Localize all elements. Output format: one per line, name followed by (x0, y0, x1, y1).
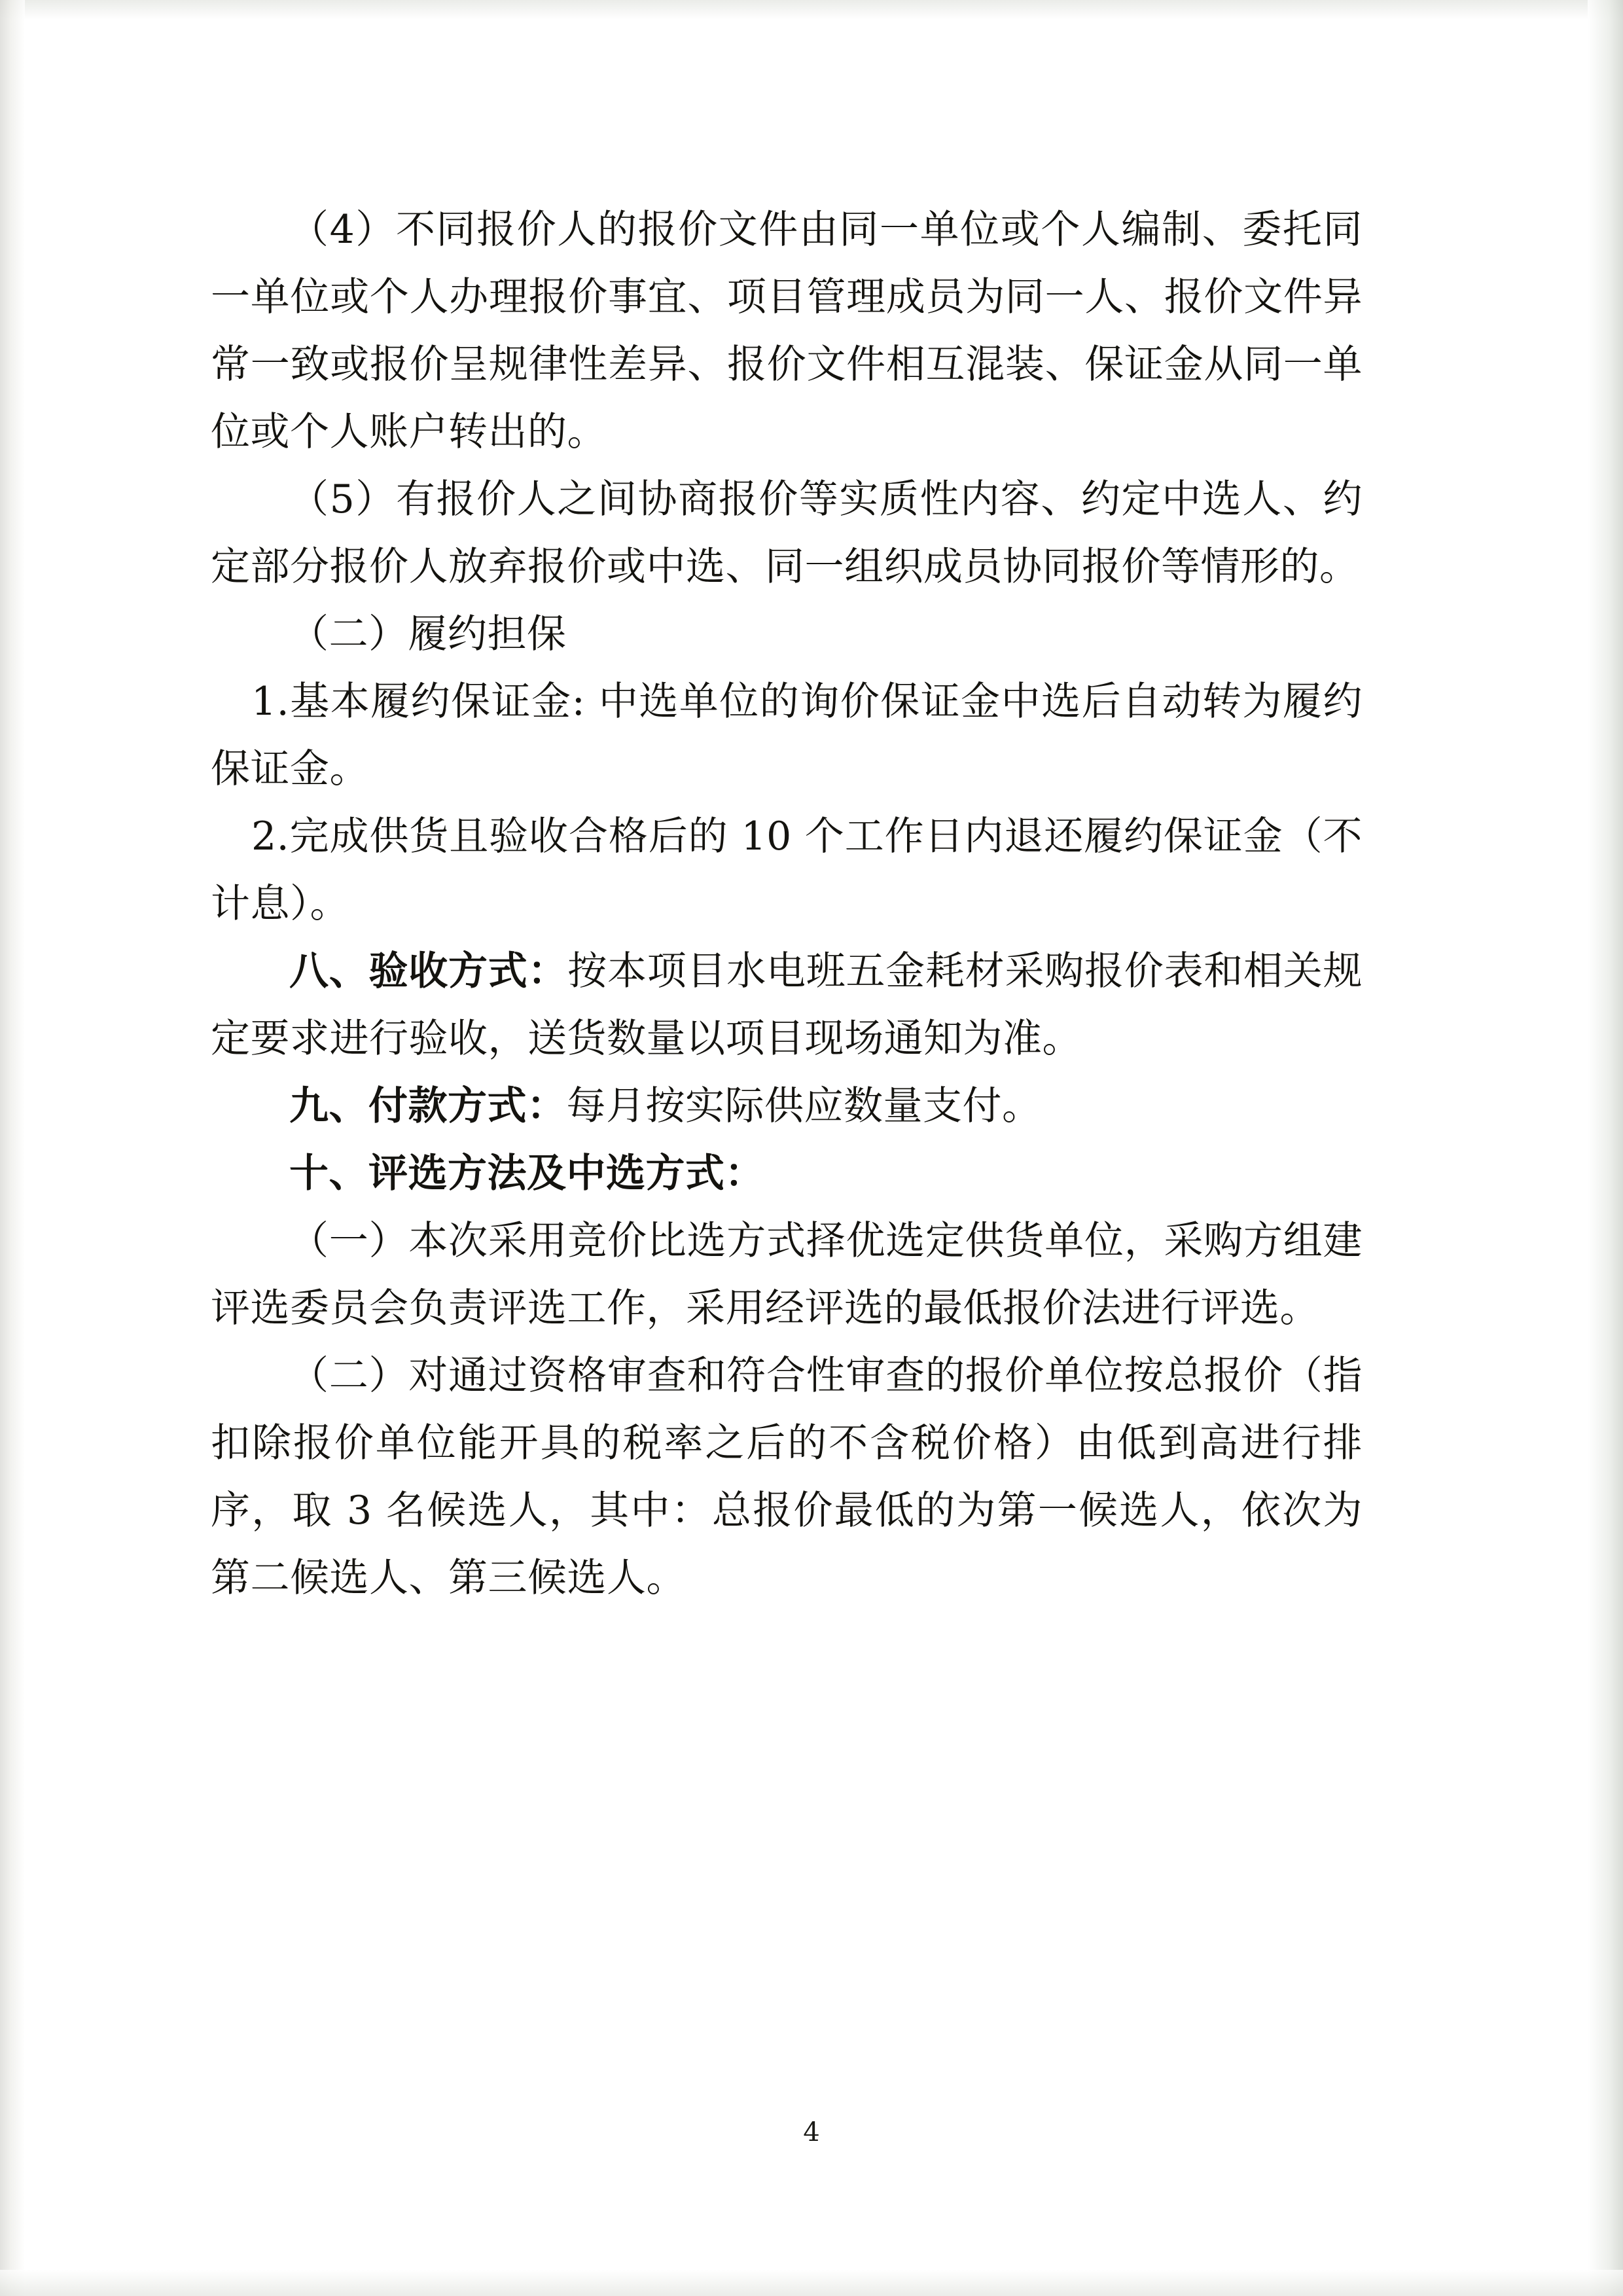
paragraph-guarantee-refund: 2.完成供货且验收合格后的 10 个工作日内退还履约保证金（不计息）。 (211, 814, 1363, 927)
paragraph-item-4-collusion: （4）不同报价人的报价文件由同一单位或个人编制、委托同一单位或个人办理报价事宜、项目管理成员为同一人、报价文件异常一致或报价呈规律性差异、报价文件相互混装、保证金从同一单位或个人账户转出的。 (211, 207, 1363, 455)
paragraph-section-eight-acceptance: 八、验收方式：按本项目水电班五金耗材采购报价表和相关规定要求进行验收，送货数量以项目现场通知为准。 (211, 948, 1363, 1062)
heading-section-ten: 十、评选方法及中选方式： (289, 1151, 764, 1196)
scan-edge-right (1588, 0, 1623, 2296)
paragraph-basic-guarantee: 1.基本履约保证金: 中选单位的询价保证金中选后自动转为履约保证金。 (211, 679, 1363, 792)
paragraph-section-nine-payment: 九、付款方式：每月按实际供应数量支付。 (289, 1083, 1042, 1129)
paragraph-section-ten-one: （一）本次采用竞价比选方式择优选定供货单位，采购方组建评选委员会负责评选工作，采用经评选的最低报价法进行评选。 (211, 1218, 1363, 1331)
scan-edge-top (0, 0, 1623, 20)
page-number: 4 (803, 2117, 820, 2147)
paragraph-item-5-collusion: （5）有报价人之间协商报价等实质性内容、约定中选人、约定部分报价人放弃报价或中选、同一组织成员协同报价等情形的。 (211, 476, 1363, 590)
document-body (211, 196, 1363, 1612)
paragraph-section-ten-two: （二）对通过资格审查和符合性审查的报价单位按总报价（指扣除报价单位能开具的税率之后的不含税价格）由低到高进行排序，取 3 名候选人，其中：总报价最低的为第一候选人，依次为第二候选人、第三候选人。 (211, 1353, 1363, 1601)
heading-performance-guarantee: （二）履约担保 (289, 611, 567, 657)
scan-edge-bottom (0, 2270, 1623, 2296)
scan-edge-left (0, 0, 25, 2296)
